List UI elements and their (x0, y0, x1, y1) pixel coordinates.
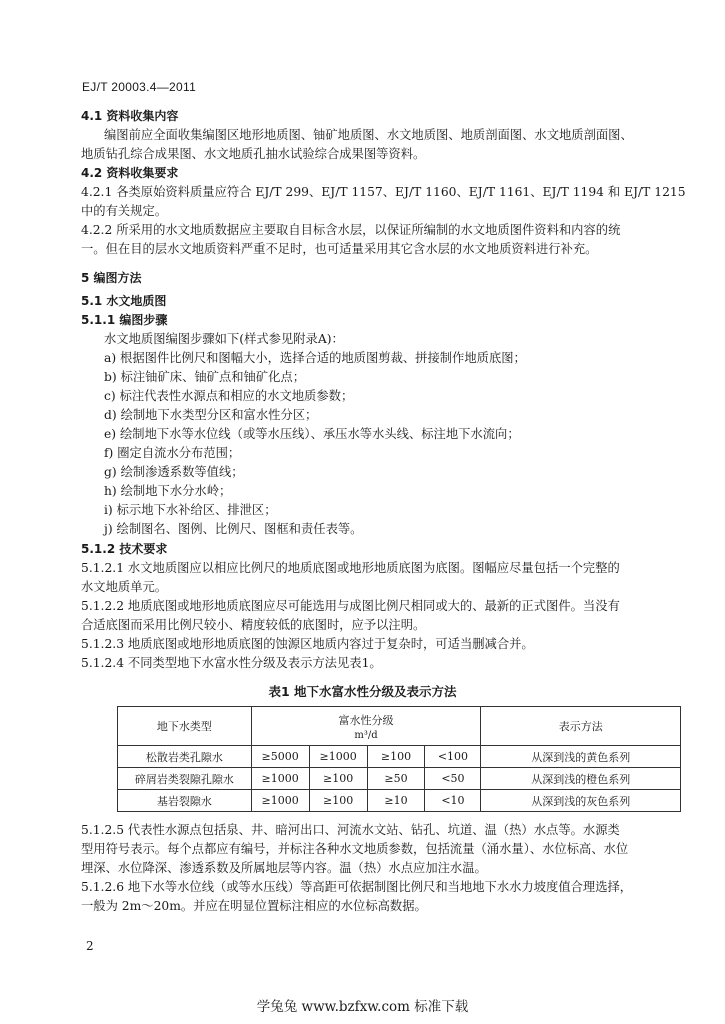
header-method: 表示方法 (481, 707, 681, 746)
table-cell-g3: ≥10 (367, 790, 425, 812)
text-line: 一般为 2m～20m。并应在明显位置标注相应的水位标高数据。 (81, 899, 427, 913)
text-line: 4.2 资料收集要求 (81, 166, 179, 180)
header-water-type: 地下水类型 (118, 707, 252, 746)
table-cell-g3: ≥50 (367, 768, 425, 790)
text-line: 5.1.2 技术要求 (81, 542, 168, 556)
text-line: 4.2.2 所采用的水文地质数据应主要取自目标含水层，以保证所编制的水文地质图件资料和内容的统 (81, 223, 621, 237)
site-footer: 学兔兔 www.bzfxw.com 标准下载 (256, 999, 469, 1015)
text-line: e) 绘制地下水等水位线（或等水压线）、承压水等水头线、标注地下水流向； (104, 427, 520, 441)
table-cell-type: 基岩裂隙水 (118, 790, 252, 812)
table-row (118, 746, 681, 768)
text-line: 5.1.2.1 水文地质图应以相应比例尺的地质底图或地形地质底图为底图。图幅应尽量包括一个完整的 (81, 561, 620, 575)
header-grade-unit: m³/d (354, 729, 378, 741)
text-line: f) 圈定自流水分布范围； (104, 446, 241, 460)
text-line: 5.1.2.5 代表性水源点包括泉、井、暗河出口、河流水文站、钻孔、坑道、温（热）水点等。水源类 (81, 823, 620, 837)
text-line: 中的有关规定。 (81, 204, 168, 218)
water-richness-table (117, 706, 681, 812)
table-cell-g2: ≥100 (309, 768, 367, 790)
text-line: c) 标注代表性水源点和相应的水文地质参数； (104, 389, 354, 403)
table-header-row (118, 707, 681, 746)
table-cell-g1: ≥1000 (251, 790, 309, 812)
text-line: 一。但在目的层水文地质资料严重不足时，也可适量采用其它含水层的水文地质资料进行补充。 (81, 242, 598, 256)
table-cell-g1: ≥5000 (251, 746, 309, 768)
text-line: 4.2.1 各类原始资料质量应符合 EJ/T 299、EJ/T 1157、EJ/T 1160、EJ/T 1161、EJ/T 1194 和 EJ/T 1215 (81, 185, 686, 199)
table-row (118, 790, 681, 812)
text-line: 5 编图方法 (81, 271, 142, 285)
text-line: 合适底图而采用比例尺较小、精度较低的底图时，应予以注明。 (81, 618, 426, 632)
table-title: 表1 地下水富水性分级及表示方法 (268, 684, 457, 699)
text-line: d) 绘制地下水类型分区和富水性分区； (104, 408, 318, 422)
text-line: j) 绘制图名、图例、比例尺、图框和责任表等。 (104, 522, 363, 536)
table-cell-method: 从深到浅的灰色系列 (481, 790, 681, 812)
table-cell-g3: ≥100 (367, 746, 425, 768)
table-cell-g1: ≥1000 (251, 768, 309, 790)
text-line: g) 绘制渗透系数等值线； (104, 465, 244, 479)
header-grade (251, 707, 481, 746)
table-cell-g2: ≥100 (309, 790, 367, 812)
text-line: 5.1.2.4 不同类型地下水富水性分级及表示方法见表1。 (81, 656, 382, 670)
table-row (118, 768, 681, 790)
text-line: 地质钻孔综合成果图、水文地质孔抽水试验综合成果图等资料。 (81, 147, 426, 161)
table-cell-g4: <100 (425, 746, 481, 768)
header-grade-label: 富水性分级 (338, 713, 394, 727)
table-cell-method: 从深到浅的橙色系列 (481, 768, 681, 790)
text-line: 水文地质图编图步骤如下(样式参见附录A)： (104, 332, 344, 346)
text-line: h) 绘制地下水分水岭； (104, 484, 232, 498)
page-number: 2 (86, 939, 94, 953)
text-line: 5.1.1 编图步骤 (81, 313, 168, 327)
text-line: 5.1.2.2 地质底图或地形地质底图应尽可能选用与成图比例尺相同或大的、最新的正式图件。当没有 (81, 599, 620, 613)
text-line: a) 根据图件比例尺和图幅大小，选择合适的地质图剪裁、拼接制作地质底图； (104, 351, 526, 365)
table-body (118, 746, 681, 812)
text-line: b) 标注铀矿床、铀矿点和铀矿化点； (104, 370, 306, 384)
text-line: 5.1.2.6 地下水等水位线（或等水压线）等高距可依据制图比例尺和当地地下水水力坡度值合理选择， (81, 880, 633, 894)
text-line: 埋深、水位降深、渗透系数及所属地层等内容。温（热）水点应加注水温。 (81, 861, 487, 875)
text-line: 5.1.2.3 地质底图或地形地质底图的蚀源区地质内容过于复杂时，可适当删减合并。 (81, 637, 534, 651)
table-cell-method: 从深到浅的黄色系列 (481, 746, 681, 768)
text-line: 编图前应全面收集编图区地形地质图、铀矿地质图、水文地质图、地质剖面图、水文地质剖面图、 (104, 128, 633, 142)
text-line: 型用符号表示。每个点都应有编号，并标注各种水文地质参数，包括流量（涌水量）、水位标高、水位 (81, 842, 629, 856)
table-cell-g2: ≥1000 (309, 746, 367, 768)
document-code: EJ/T 20003.4—2011 (82, 80, 197, 94)
table-cell-type: 松散岩类孔隙水 (118, 746, 252, 768)
table-cell-g4: <10 (425, 790, 481, 812)
text-line: 水文地质单元。 (81, 580, 168, 594)
table-cell-g4: <50 (425, 768, 481, 790)
table-cell-type: 碎屑岩类裂隙孔隙水 (118, 768, 252, 790)
text-line: 4.1 资料收集内容 (81, 109, 179, 123)
text-line: 5.1 水文地质图 (81, 294, 167, 308)
text-line: i) 标示地下水补给区、排泄区； (104, 503, 277, 517)
